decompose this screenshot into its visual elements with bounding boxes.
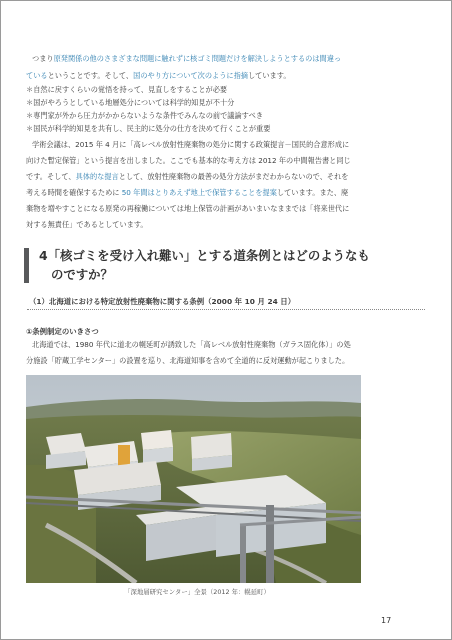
body-line: 分施設「貯蔵工学センター」の設置を巡り、北海道知事を含めて全道的に反対運動が起こりました。 (26, 356, 350, 365)
paragraph-text: です。そして、 (26, 172, 76, 181)
bullet-item: ＊専門家が外から圧力がかからないような条件でみんなの前で議論すべき (26, 111, 264, 120)
intro-text: ということです。そして、 (47, 71, 134, 80)
photo-caption: 「深地層研究センター」全景（2012 年：幌延町） (124, 588, 270, 596)
dotted-divider (27, 309, 425, 310)
bullet-item: ＊自然に戻すくらいの覚悟を持って、見直しをすることが必要 (26, 85, 228, 94)
paragraph-line: 向けた暫定保管」という提言を出しました。ここでも基本的な考え方は 2012 年の中間報告書と同じ (26, 156, 351, 165)
subheading-ordinance: （1）北海道における特定放射性廃棄物に関する条例（2000 年 10 月 24 日） (29, 297, 296, 306)
paragraph-line (26, 185, 416, 201)
facility-photo (26, 375, 361, 583)
paragraph-text: 考える時間を確保するために (26, 188, 122, 197)
subheading-background: ①条例制定のいきさつ (26, 327, 99, 336)
heading-line-1: 4「核ゴミを受け入れ難い」とする道条例とはどのようなも (39, 248, 370, 263)
paragraph-text: しています。また、廃 (276, 188, 349, 197)
intro-text: しています。 (247, 71, 291, 80)
highlight-text: 具体的な提言 (75, 172, 119, 181)
paragraph-text: として、放射性廃棄物の最善の処分方法がまだわからないので、それを (118, 172, 349, 181)
body-line: 北海道では、1980 年代に道北の幌延町が誘致した「高レベル放射性廃棄物（ガラス固化体）」の処 (32, 340, 351, 349)
section-heading (39, 247, 424, 284)
heading-accent-bar (24, 248, 29, 283)
intro-line-2 (26, 68, 416, 84)
paragraph-line (26, 169, 416, 185)
intro-text: つまり (32, 54, 54, 63)
highlight-text: 原発関係の他のさまざまな問題に触れずに核ゴミ問題だけを解決しようとするのは間違っ (53, 54, 342, 63)
highlight-text: ている (26, 71, 48, 80)
intro-line-1 (32, 51, 422, 67)
bullet-item: ＊国民が科学的知見を共有し、民主的に処分の仕方を決めて行くことが重要 (26, 124, 271, 133)
highlight-text: 国のやり方について次のように指摘 (133, 71, 248, 80)
paragraph-line: 対する無責任」であるとしています。 (26, 220, 148, 229)
paragraph-line: 学術会議は、2015 年 4 月に「高レベル放射性廃棄物の処分に関する政策提言－国民的合意形成に (32, 140, 350, 149)
heading-line-2: のですか？ (51, 266, 113, 282)
highlight-text: 50 年間はとりあえず地上で保管することを提案 (121, 188, 277, 197)
paragraph-line: 棄物を増やすことになる原発の再稼働については地上保管の計画があいまいなままでは「将来世代に (26, 204, 350, 213)
bullet-item: ＊国がやろうとしている地層処分については科学的知見が不十分 (26, 98, 235, 107)
page-number: 17 (381, 616, 392, 625)
